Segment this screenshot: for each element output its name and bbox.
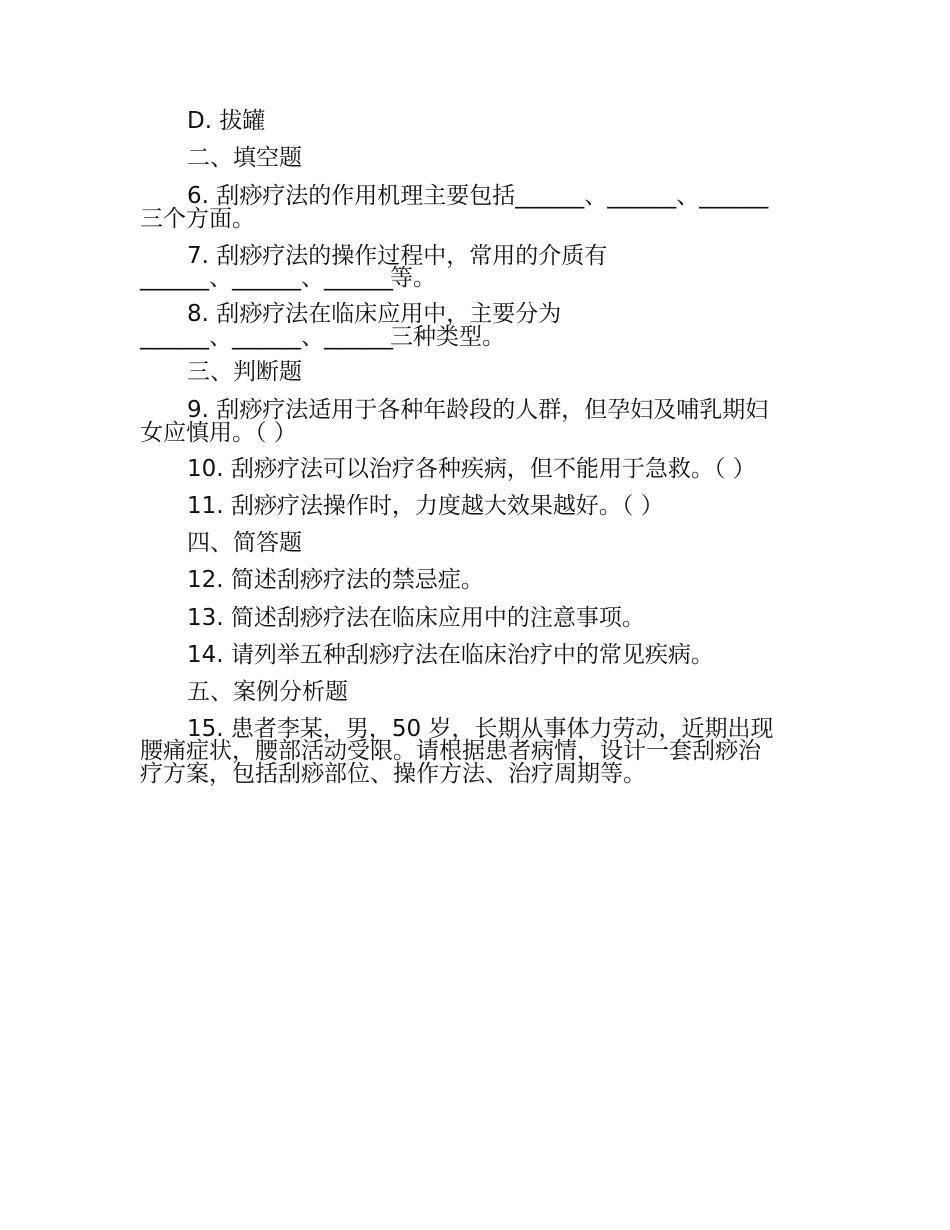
- question-8-blanks: ______、______、______: [140, 324, 393, 350]
- option-d-line: D. 拔罐: [187, 108, 266, 134]
- question-8-line-1: 8. 刮痧疗法在临床应用中，主要分为: [187, 301, 562, 327]
- question-13-line: 13. 简述刮痧疗法在临床应用中的注意事项。: [187, 605, 645, 631]
- question-7-blanks: ______、______、______: [140, 265, 393, 291]
- section-heading-true-false: 三、判断题: [187, 359, 302, 385]
- question-15-line-2: 腰痛症状，腰部活动受限。请根据患者病情，设计一套刮痧治: [140, 738, 761, 764]
- question-8-ending: 三种类型。: [390, 324, 505, 350]
- question-15-line-3: 疗方案，包括刮痧部位、操作方法、治疗周期等。: [140, 761, 646, 787]
- section-heading-fill-blank: 二、填空题: [187, 145, 302, 171]
- question-12-line: 12. 简述刮痧疗法的禁忌症。: [187, 567, 484, 593]
- question-11-line: 11. 刮痧疗法操作时，力度越大效果越好。（ ）: [187, 493, 664, 519]
- question-6-line-2: 三个方面。: [140, 206, 255, 232]
- question-14-line: 14. 请列举五种刮痧疗法在临床治疗中的常见疾病。: [187, 642, 714, 668]
- section-heading-case-analysis: 五、案例分析题: [187, 679, 348, 705]
- question-7-ending: 等。: [390, 265, 436, 291]
- question-10-line: 10. 刮痧疗法可以治疗各种疾病，但不能用于急救。（ ）: [187, 456, 756, 482]
- question-15-line-1: 15. 患者李某，男，50 岁，长期从事体力劳动，近期出现: [187, 716, 774, 742]
- section-heading-short-answer: 四、简答题: [187, 530, 302, 556]
- question-6-line-1: 6. 刮痧疗法的作用机理主要包括______、______、______: [187, 183, 769, 209]
- question-9-line-2: 女应慎用。（ ）: [140, 420, 297, 446]
- question-7-line-1: 7. 刮痧疗法的操作过程中，常用的介质有: [187, 243, 608, 269]
- question-9-line-1: 9. 刮痧疗法适用于各种年龄段的人群，但孕妇及哺乳期妇: [187, 397, 769, 423]
